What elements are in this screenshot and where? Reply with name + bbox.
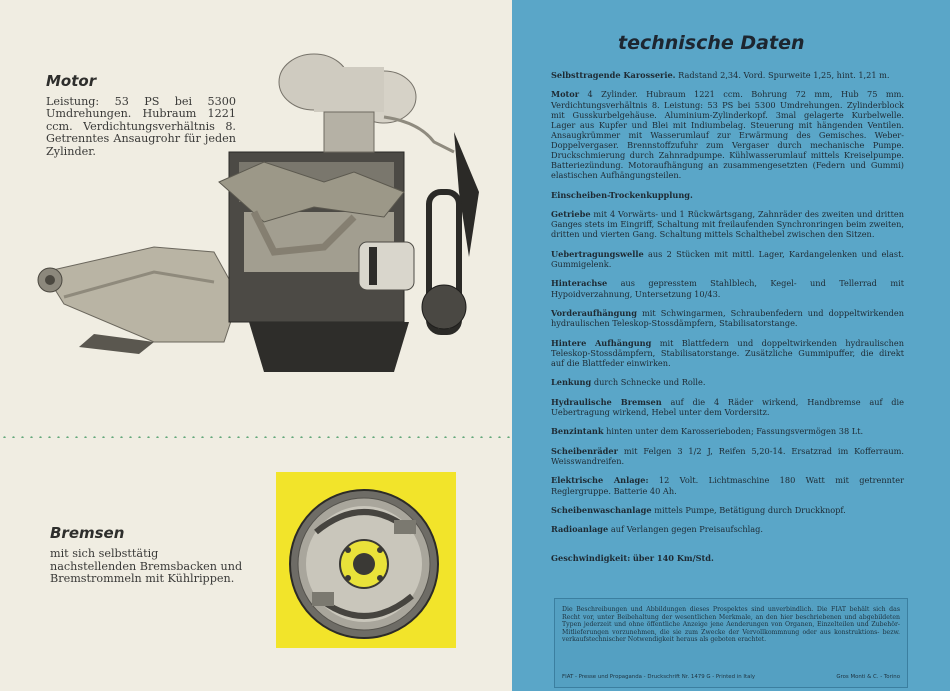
spec-list: [551, 70, 904, 572]
footer-publisher: FIAT - Presse und Propaganda - Druckschrift Nr. 1479 G - Printed in Italy: [562, 674, 756, 680]
brake-photo-frame: [276, 472, 456, 648]
spec-item: Vorderaufhängung mit Schwingarmen, Schraubenfedern und doppeltwirkenden hydraulischen Teleskop-Stossdämpfern, Stabilisatorstange.: [551, 308, 904, 329]
technical-data-title: technische Daten: [618, 32, 805, 54]
spec-item: Hydraulische Bremsen auf die 4 Räder wirkend, Handbremse auf die Uebertragung wirkend, Hebel unter dem Vordersitz.: [551, 396, 905, 417]
spec-item: Elektrische Anlage: 12 Volt. Lichtmaschine 180 Watt mit getrennter Reglergruppe. Batterie 40 Ah.: [551, 475, 904, 496]
disclaimer-text: Die Beschreibungen und Abbildungen dieses Prospektes sind unverbindlich. Die FIAT behält sich das Recht vor, unter Beibehaltung der wesentlichen Merkmale, an den hier beschriebenen und abgebildeten Typen jederzeit und ohne öffentliche Anzeige jene Aenderungen von Organen, Einzelteilen und Zubehör-Mitlieferungen vorzunehmen, die sie zum Zwecke der Vervollkommnung oder aus konstruktions- bezw. verkaufstechnischer Notwendigkeit heraus als geboten erachtet.: [562, 606, 900, 644]
spec-item: Getriebe mit 4 Vorwärts- und 1 Rückwärtsgang, Zahnräder des zweiten und dritten Ganges stets im Eingriff, Schaltung mit freilaufenden Synchronringen beim zweiten, dritten und vierten Gang. Schaltung mittels Schalthebel zwischen den Sitzen.: [551, 209, 904, 240]
spec-item: Selbsttragende Karosserie. Radstand 2,34. Vord. Spurweite 1,25, hint. 1,21 m.: [551, 70, 890, 80]
dotted-divider: [0, 436, 512, 438]
spec-item: Hinterachse aus gepresstem Stahlblech, Kegel- und Tellerrad mit Hypoidverzahnung, Untersetzung 10/43.: [551, 278, 905, 299]
motor-description: Leistung: 53 PS bei 5300 Umdrehungen. Hubraum 1221 ccm. Verdichtungsverhältnis 8. Getrenntes Ansaugrohr für jeden Zylinder.: [46, 95, 236, 158]
print-footer: [562, 674, 900, 680]
bremsen-title: Bremsen: [50, 524, 125, 542]
bremsen-description: mit sich selbsttätig nachstellenden Bremsbacken und Bremstrommeln mit Kühlrippen.: [50, 547, 243, 586]
spec-item: Benzintank hinten unter dem Karosserieboden; Fassungsvermögen 38 Lt.: [551, 426, 864, 437]
motor-title: Motor: [46, 72, 97, 90]
spec-item: Scheibenräder mit Felgen 3 1/2 J, Reifen 5,20-14. Ersatzrad im Kofferraum. Weisswandreifen.: [551, 445, 904, 466]
spec-item: Hintere Aufhängung mit Blattfedern und doppeltwirkenden hydraulischen Teleskop-Stossdämpfern, Stabilisatorstange. Zusätzliche Gummipuffer, die direkt auf die Blattfeder einwirken.: [551, 337, 904, 368]
spec-item: Einscheiben-Trockenkupplung.: [551, 189, 693, 200]
spec-item: Radioanlage auf Verlangen gegen Preisaufschlag.: [551, 524, 763, 535]
spec-item-speed: Geschwindigkeit: über 140 Km/Std.: [551, 552, 714, 563]
spec-item: Lenkung durch Schnecke und Rolle.: [551, 377, 706, 388]
spec-item: Motor 4 Zylinder. Hubraum 1221 ccm. Bohrung 72 mm, Hub 75 mm. Verdichtungsverhältnis 8. Leistung: 53 PS bei 5300 Umdrehungen. Zylinderblock mit Gusskurbelgehäuse. Aluminium-Zylinderkopf. 3mal gelagerte Kurbelwelle. Lager aus Kupfer und Blei mit Indiumbelag. Steuerung mit hängenden Ventilen. Ansaugkrümmer mit Wasserumlauf zur Erwärmung des Gemisches. Weber-Doppelvergaser. Brennstoffzufuhr zum Vergaser durch mechanische Pumpe. Druckschmierung durch Zahnradpumpe. Kühlwasserumlauf mittels Kreiselpumpe. Batteriezündung. Motoraufhängung an zusammengesetzten (Federn und Gummi) elastischen Aufhängungsteilen.: [551, 89, 904, 181]
spec-item: Uebertragungswelle aus 2 Stücken mit mittl. Lager, Kardangelenken und elast. Gummigelenk.: [551, 248, 904, 269]
brake-drum-photo: [276, 472, 456, 648]
spec-item: Scheibenwaschanlage mittels Pumpe, Betätigung durch Druckknopf.: [551, 504, 846, 515]
footer-printer: Gros Monti & C. - Torino: [836, 674, 900, 680]
